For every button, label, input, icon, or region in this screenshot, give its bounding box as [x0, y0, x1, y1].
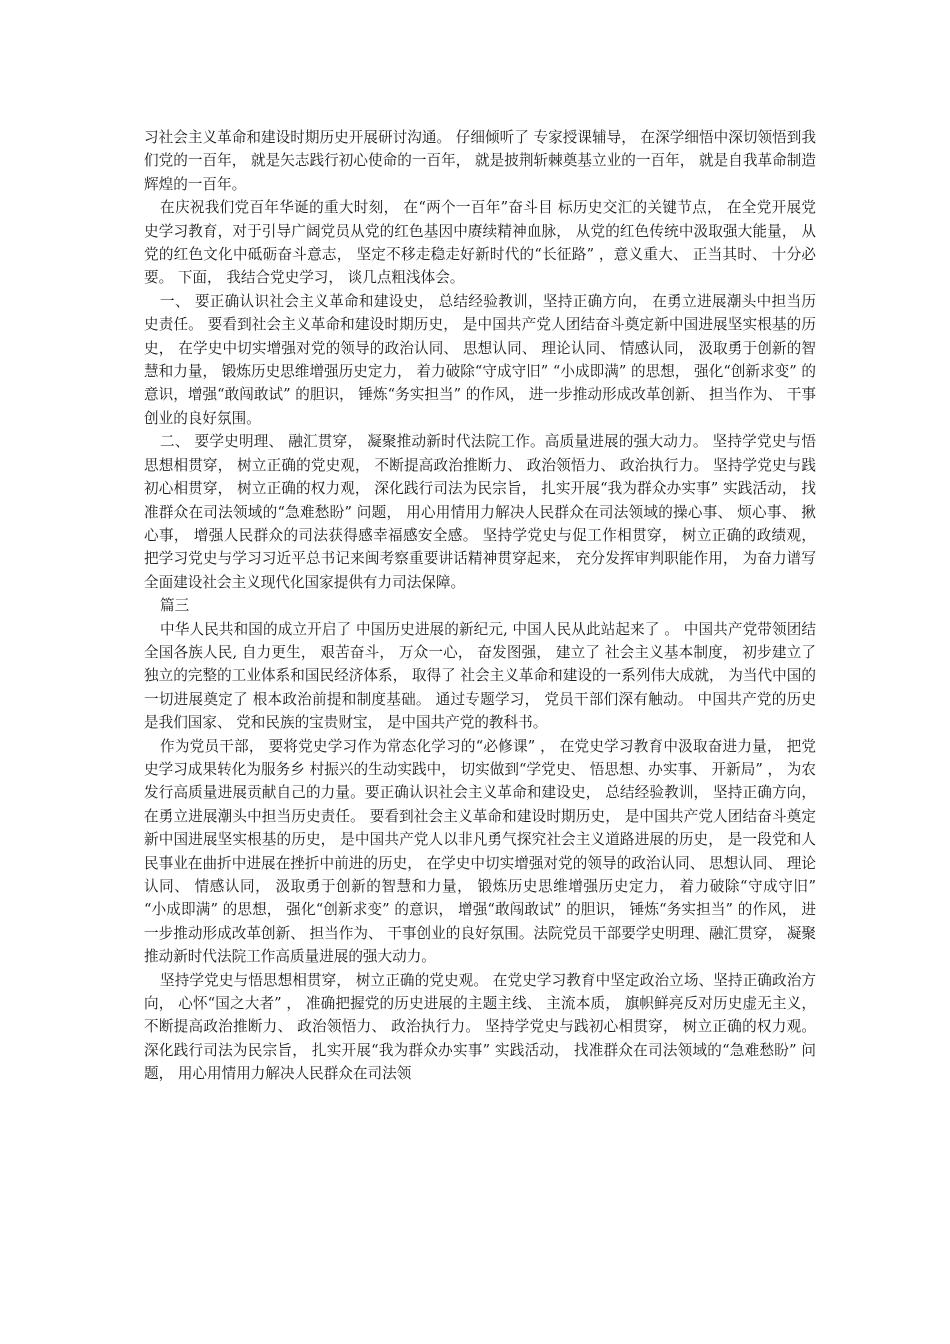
section-heading: 篇三	[160, 597, 190, 615]
paragraph-point-one: 一、 要正确认识社会主义革命和建设史， 总结经验教训，坚持正确方向， 在勇立进展潮头中担当历史责任。 要看到社会主义革命和建设时期历史， 是中国共产党人团结奋斗奠定新中国进展坚实根基的历史， 在学史中切实增强对党的领导的政治认同、 思想认同、 理论认同、 情感认同， 汲取勇于创新的智慧和力量， 锻炼历史思维增强历史定力， 着力破除“守成守旧” “小成即满” 的思想， 强化“创新求变” 的意识，增强“敢闯敢试” 的胆识， 锤炼“务实担当” 的作风， 进一步推动形成改革创新、 担当作为、 干事创业的良好氛围。	[144, 292, 816, 427]
paragraph-point-two: 二、 要学史明理、 融汇贯穿， 凝聚推动新时代法院工作。高质量进展的强大动力。 坚持学党史与悟思想相贯穿， 树立正确的党史观， 不断提高政治推断力、 政治领悟力、 政治执行力。 坚持学党史与践初心相贯穿， 树立正确的权力观， 深化践行司法为民宗旨， 扎实开展“我为群众办实事” 实践活动， 找准群众在司法领域的“急难愁盼” 问题， 用心用情用力解决人民群众在司法领域的操心事、 烦心事、 揪心事， 增强人民群众的司法获得感幸福感安全感。 坚持学党史与促工作相贯穿， 树立正确的政绩观， 把学习党史与学习习近平总书记来闽考察重要讲话精神贯穿起来， 充分发挥审判职能作用， 为奋力谱写全面建设社会主义现代化国家提供有力司法保障。	[144, 433, 816, 591]
paragraph-founding: 中华人民共和国的成立开启了 中国历史进展的新纪元, 中国人民从此站起来了 。 中国共产党带领团结全国各族人民, 自力更生， 艰苦奋斗， 万众一心， 奋发图强， 建立了 社会主义基本制度， 初步建立了 独立的完整的工业体系和国民经济体系， 取得了 社会主义革命和建设的一系列伟大成就， 为当代中国的一切进展奠定了 根本政治前提和制度基础。 通过专题学习， 党员干部们深有触动。 中国共产党的历史是我们国家、 党和民族的宝贵财宝， 是中国共产党的教科书。	[144, 620, 816, 732]
paragraph-party-member: 作为党员干部， 要将党史学习作为常态化学习的“必修课” ， 在党史学习教育中汲取奋进力量， 把党史学习成果转化为服务乡 村振兴的生动实践中， 切实做到“学党史、 悟思想、办实事、 开新局” ， 为农发行高质量进展贡献自己的力量。要正确认识社会主义革命和建设史， 总结经验教训， 坚持正确方向， 在勇立进展潮头中担当历史责任。 要看到社会主义革命和建设时期历史， 是中国共产党人团结奋斗奠定新中国进展坚实根基的历史， 是中国共产党人以非凡勇气探究社会主义道路进展的历史， 是一段党和人民事业在曲折中进展在挫折中前进的历史， 在学史中切实增强对党的领导的政治认同、 思想认同、 理论认同、 情感认同， 汲取勇于创新的智慧和力量， 锻炼历史思维增强历史定力， 着力破除“守成守旧” “小成即满” 的思想， 强化“创新求变” 的意识， 增强“敢闯敢试” 的胆识， 锤炼“务实担当” 的作风， 进一步推动形成改革创新、 担当作为、 干事创业的良好氛围。法院党员干部要学史明理、融汇贯穿， 凝聚推动新时代法院工作高质量进展的强大动力。	[144, 737, 816, 966]
paragraph-persist: 坚持学党史与悟思想相贯穿， 树立正确的党史观。 在党史学习教育中坚定政治立场、坚持正确政治方向， 心怀“国之大者” ， 准确把握党的历史进展的主题主线、 主流本质， 旗帜鲜亮反对历史虚无主义，不断提高政治推断力、 政治领悟力、 政治执行力。 坚持学党史与践初心相贯穿， 树立正确的权力观。 深化践行司法为民宗旨， 扎实开展“我为群众办实事” 实践活动， 找准群众在司法领域的“急难愁盼” 问题， 用心用情用力解决人民群众在司法领	[144, 971, 816, 1083]
paragraph-celebration: 在庆祝我们党百年华诞的重大时刻， 在“两个一百年”奋斗目 标历史交汇的关键节点， 在全党开展党史学习教育，对于引导广阔党员从党的红色基因中赓续精神血脉， 从党的红色传统中汲取强大能量， 从党的红色文化中砥砺奋斗意志， 坚定不移走稳走好新时代的“长征路” ，意义重大、 正当其时、 十分必要。 下面， 我结合党史学习， 谈几点粗浅体会。	[144, 199, 816, 287]
paragraph-intro: 习社会主义革命和建设时期历史开展研讨沟通。 仔细倾听了 专家授课辅导， 在深学细悟中深切领悟到我们党的一百年， 就是矢志践行初心使命的一百年， 就是披荆斩棘奠基立业的一百年， 就是自我革命制造辉煌的一百年。	[144, 129, 816, 193]
document-body	[144, 126, 816, 1086]
